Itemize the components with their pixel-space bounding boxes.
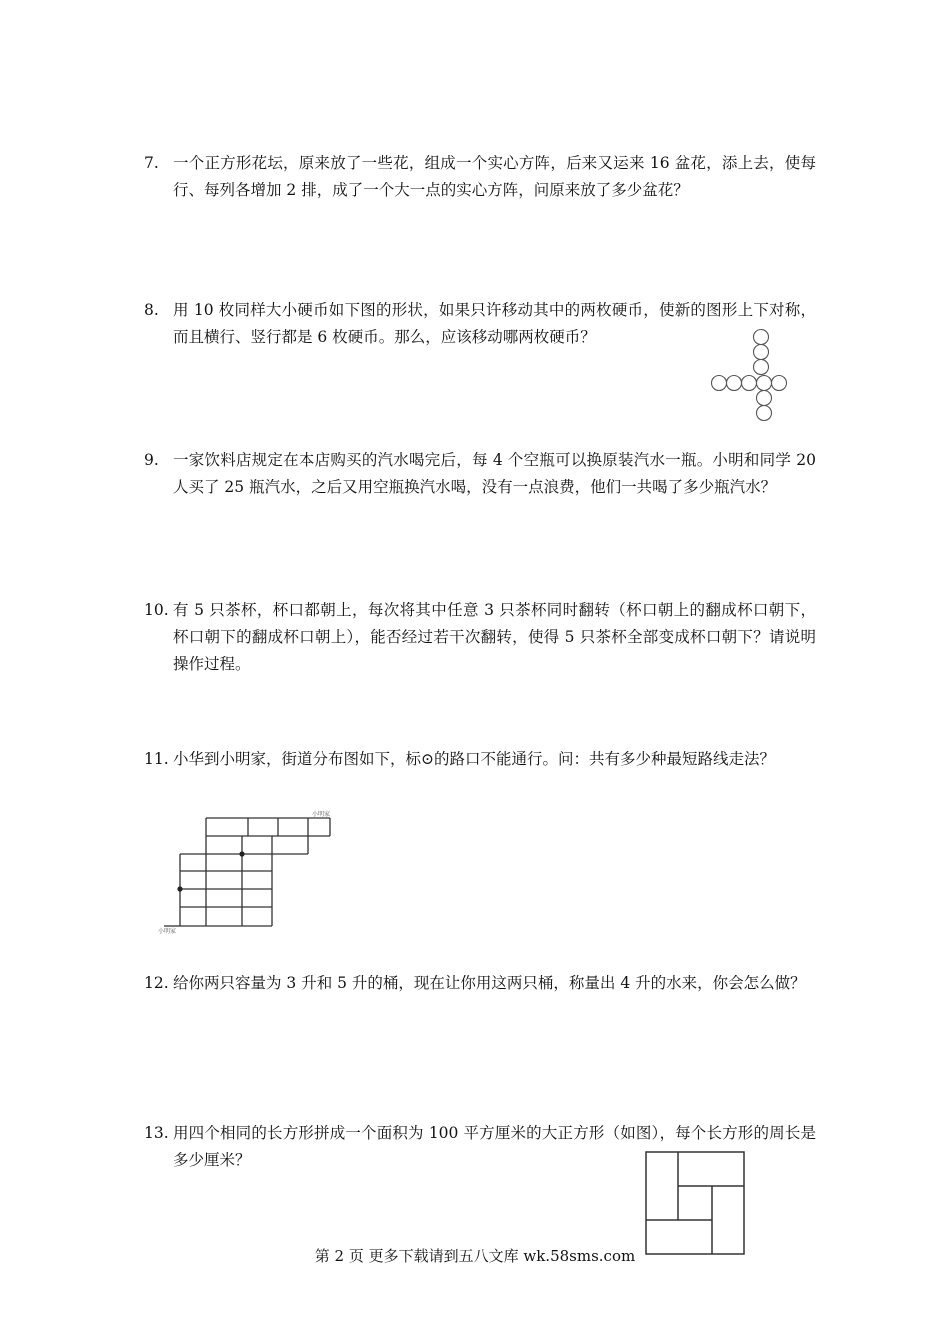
question-number: 11. — [144, 750, 169, 768]
coin — [772, 376, 787, 391]
coin — [712, 376, 727, 391]
coin — [742, 376, 757, 391]
street-map — [150, 808, 350, 943]
destination-label: 小明家 — [312, 811, 331, 818]
question-text: 一个正方形花坛，原来放了一些花，组成一个实心方阵，后来又运来 16 盆花，添上去，使每行、每列各增加 2 排，成了一个大一点的实心方阵，问原来放了多少盆花？ — [173, 154, 816, 199]
coin — [757, 376, 772, 391]
coin — [757, 406, 772, 421]
page-footer: 第 2 页 更多下载请到五八文库 wk.58sms.com — [314, 1247, 636, 1265]
question-text: 小华到小明家，街道分布图如下，标⊙的路口不能通行。问：共有多少种最短路线走法？ — [173, 750, 775, 768]
coin — [754, 360, 769, 375]
question-number: 7. — [144, 154, 159, 172]
question-text: 有 5 只茶杯，杯口都朝上，每次将其中任意 3 只茶杯同时翻转（杯口朝上的翻成杯口朝下，杯口朝下的翻成杯口朝上），能否经过若干次翻转，使得 5 只茶杯全部变成杯口朝下？请说明操作过程。 — [173, 601, 816, 673]
question-number: 9. — [144, 451, 159, 469]
question-number: 12. — [144, 974, 169, 992]
question-text: 用四个相同的长方形拼成一个面积为 100 平方厘米的大正方形（如图），每个长方形的周长是多少厘米？ — [173, 1124, 816, 1169]
coin-figure — [706, 326, 790, 426]
blocked-intersection — [239, 851, 244, 856]
coin — [727, 376, 742, 391]
question-text: 一家饮料店规定在本店购买的汽水喝完后，每 4 个空瓶可以换原装汽水一瓶。小明和同学 20 人买了 25 瓶汽水，之后又用空瓶换汽水喝，没有一点浪费，他们一共喝了多少瓶汽水？ — [173, 451, 816, 496]
question-text: 用 10 枚同样大小硬币如下图的形状，如果只许移动其中的两枚硬币，使新的图形上下对称，而且横行、竖行都是 6 枚硬币。那么，应该移动哪两枚硬币？ — [173, 301, 816, 346]
coin — [757, 391, 772, 406]
square-figure — [640, 1148, 752, 1258]
origin-label: 小明家 — [158, 928, 177, 935]
question-text: 给你两只容量为 3 升和 5 升的桶，现在让你用这两只桶，称量出 4 升的水来，你会怎么做？ — [173, 974, 806, 992]
coin — [754, 345, 769, 360]
question-number: 8. — [144, 301, 159, 319]
blocked-intersection — [177, 886, 182, 891]
coin — [754, 330, 769, 345]
outer-square — [646, 1152, 744, 1254]
question-number: 10. — [144, 601, 169, 619]
question-number: 13. — [144, 1124, 169, 1142]
